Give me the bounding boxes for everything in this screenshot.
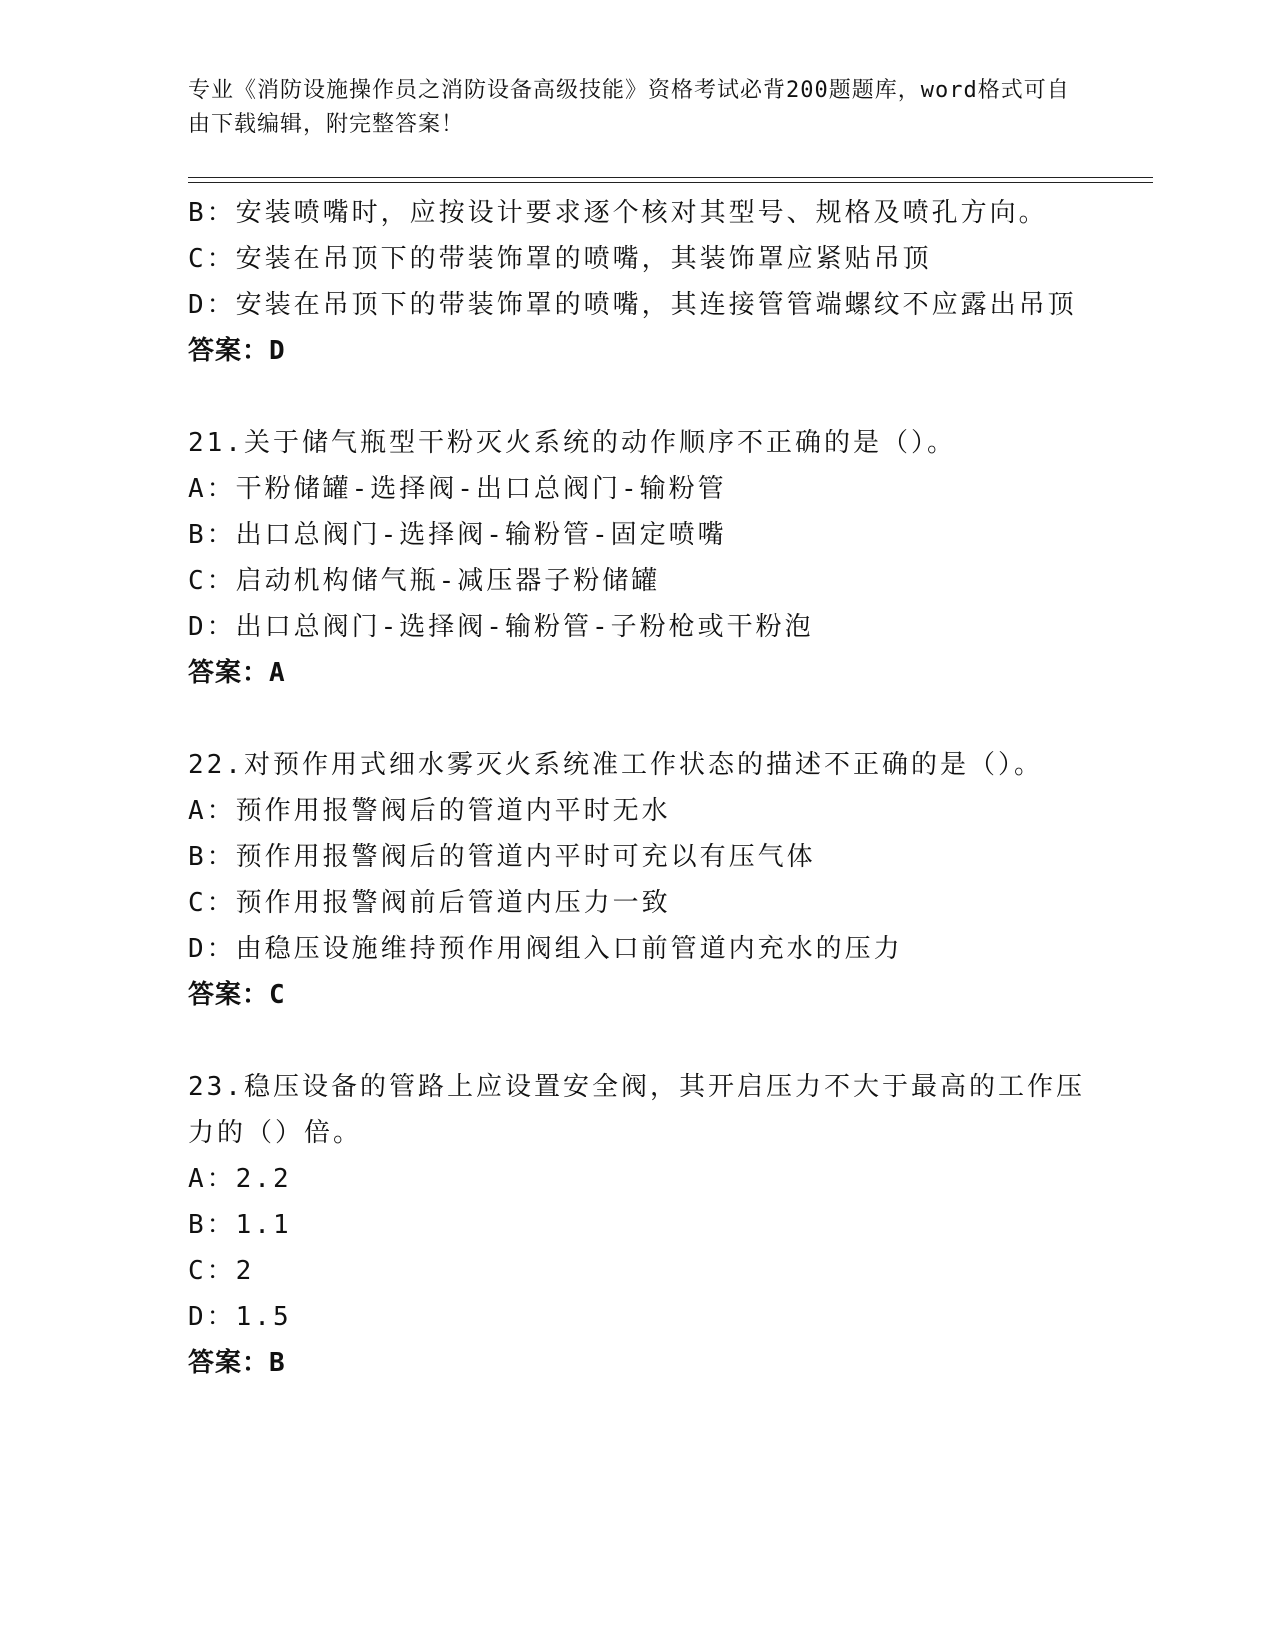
option-b: B：出口总阀门-选择阀-输粉管-固定喷嘴 [188,520,727,550]
question-21 [188,420,1088,696]
option-a: A：预作用报警阀后的管道内平时无水 [188,796,671,826]
answer-line: 答案：A [188,658,286,688]
option-d: D：由稳压设施维持预作用阀组入口前管道内充水的压力 [188,934,903,964]
option-c: C：安装在吊顶下的带装饰罩的喷嘴，其装饰罩应紧贴吊顶 [188,244,932,274]
option-d: D：安装在吊顶下的带装饰罩的喷嘴，其连接管管端螺纹不应露出吊顶 [188,290,1077,320]
question-23 [188,1064,1088,1386]
header-divider-top [188,177,1153,178]
answer-line: 答案：C [188,980,286,1010]
option-b: B：1.1 [188,1210,292,1240]
option-d: D：出口总阀门-选择阀-输粉管-子粉枪或干粉泡 [188,612,814,642]
question-list [188,190,1088,1386]
option-c: C：预作用报警阀前后管道内压力一致 [188,888,671,918]
question-title: 23.稳压设备的管路上应设置安全阀，其开启压力不大于最高的工作压力的（）倍。 [188,1072,1085,1148]
document-header: 专业《消防设施操作员之消防设备高级技能》资格考试必背200题题库，word格式可自由下载编辑，附完整答案！ [188,78,1070,137]
answer-line: 答案：B [188,1348,286,1378]
option-b: B：安装喷嘴时，应按设计要求逐个核对其型号、规格及喷孔方向。 [188,198,1048,228]
previous-question-fragment [188,190,1088,374]
question-22 [188,742,1088,1018]
option-a: A：干粉储罐-选择阀-出口总阀门-输粉管 [188,474,727,504]
header-divider-bottom [188,182,1153,183]
question-title: 22.对预作用式细水雾灭火系统准工作状态的描述不正确的是（）。 [188,750,1043,780]
option-d: D：1.5 [188,1302,292,1332]
option-c: C：启动机构储气瓶-减压器子粉储罐 [188,566,661,596]
option-a: A：2.2 [188,1164,292,1194]
answer-line: 答案：D [188,336,286,366]
option-c: C：2 [188,1256,255,1286]
question-title: 21.关于储气瓶型干粉灭火系统的动作顺序不正确的是（）。 [188,428,956,458]
option-b: B：预作用报警阀后的管道内平时可充以有压气体 [188,842,816,872]
